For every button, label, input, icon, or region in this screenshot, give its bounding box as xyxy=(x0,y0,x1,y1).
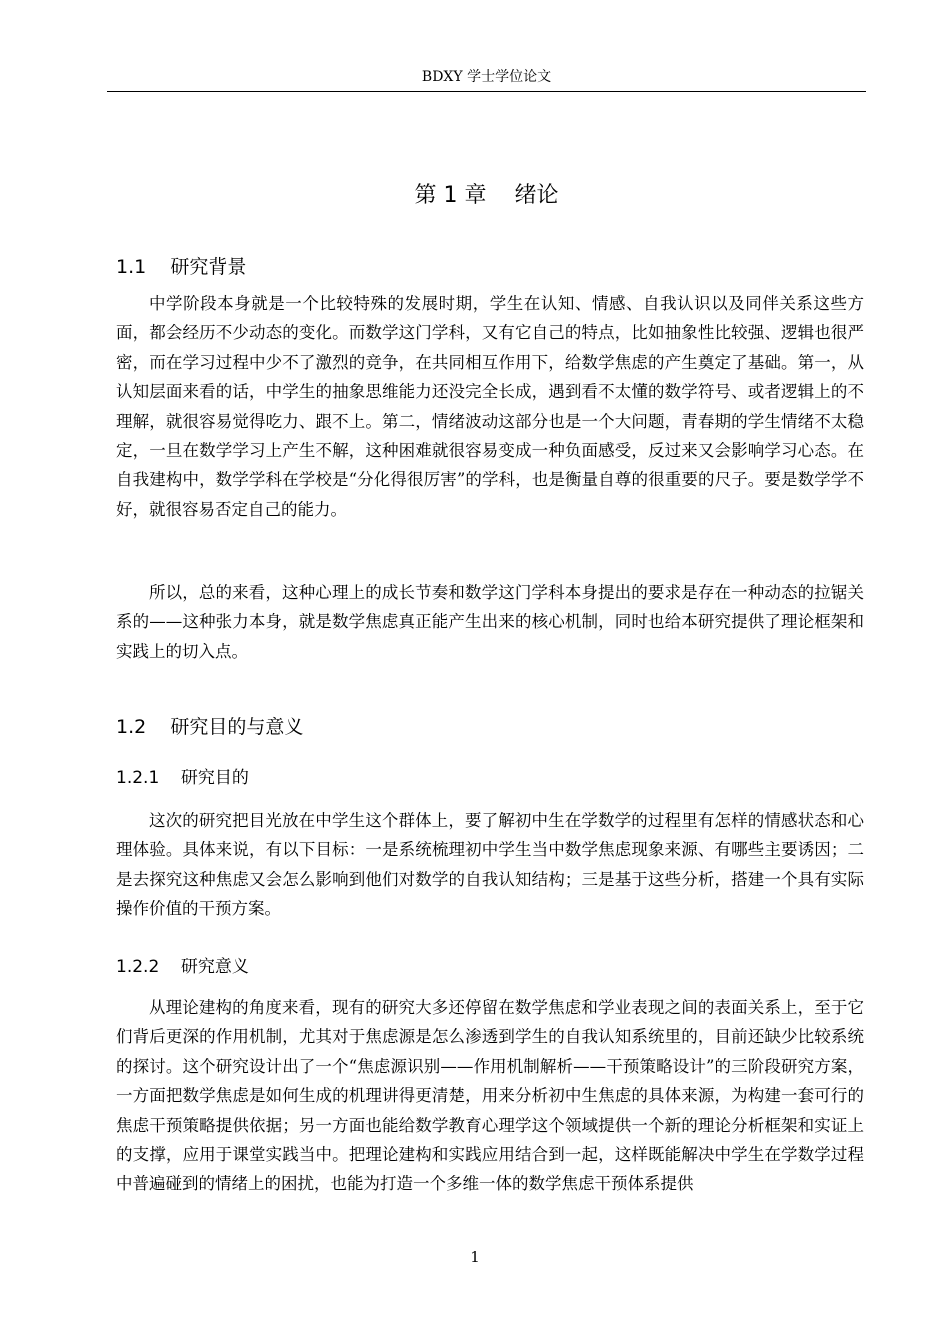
paragraph-purpose: 这次的研究把目光放在中学生这个群体上，要了解初中生在学数学的过程里有怎样的情感状态和心理体验。具体来说，有以下目标：一是系统梳理初中学生当中数学焦虑现象来源、有哪些主要诱因；二是去探究这种焦虑又会怎么影响到他们对数学的自我认知结构；三是基于这些分析，搭建一个具有实际操作价值的干预方案。 xyxy=(116,811,864,919)
running-header: BDXY 学士学位论文 xyxy=(421,69,552,85)
page-number: 1 xyxy=(470,1248,480,1266)
paragraph-background-1: 中学阶段本身就是一个比较特殊的发展时期，学生在认知、情感、自我认识以及同伴关系这些方面，都会经历不少动态的变化。而数学这门学科，又有它自己的特点，比如抽象性比较强、逻辑也很严密，而在学习过程中少不了激烈的竞争，在共同相互作用下，给数学焦虑的产生奠定了基础。第一，从认知层面来看的话，中学生的抽象思维能力还没完全长成，遇到看不太懂的数学符号、或者逻辑上的不理解，就很容易觉得吃力、跟不上。第二，情绪波动这部分也是一个大问题，青春期的学生情绪不太稳定，一旦在数学学习上产生不解，这种困难就很容易变成一种负面感受，反过来又会影响学习心态。在自我建构中，数学学科在学校是“分化得很厉害”的学科，也是衡量自尊的很重要的尺子。要是数学学不好，就很容易否定自己的能力。 xyxy=(116,294,864,519)
subsection-heading-1-2-2: 1.2.2 研究意义 xyxy=(116,957,249,977)
paragraph-significance: 从理论建构的角度来看，现有的研究大多还停留在数学焦虑和学业表现之间的表面关系上，至于它们背后更深的作用机制，尤其对于焦虑源是怎么渗透到学生的自我认知系统里的，目前还缺少比较系统的探讨。这个研究设计出了一个“焦虑源识别——作用机制解析——干预策略设计”的三阶段研究方案，一方面把数学焦虑是如何生成的机理讲得更清楚，用来分析初中生焦虑的具体来源，为构建一套可行的焦虑干预策略提供依据；另一方面也能给数学教育心理学这个领域提供一个新的理论分析框架和实证上的支撑，应用于课堂实践当中。把理论建构和实践应用结合到一起，这样既能解决中学生在学数学过程中普遍碰到的情绪上的困扰，也能为打造一个多维一体的数学焦虑干预体系提供 xyxy=(116,998,864,1194)
section-heading-1-1: 1.1 研究背景 xyxy=(116,256,247,278)
paragraph-background-2: 所以，总的来看，这种心理上的成长节奏和数学这门学科本身提出的要求是存在一种动态的拉锯关系的——这种张力本身，就是数学焦虑真正能产生出来的核心机制，同时也给本研究提供了理论框架和实践上的切入点。 xyxy=(116,583,864,661)
header-rule xyxy=(107,91,866,92)
section-heading-1-2: 1.2 研究目的与意义 xyxy=(116,716,304,738)
chapter-title: 第 1 章 绪论 xyxy=(414,183,559,208)
subsection-heading-1-2-1: 1.2.1 研究目的 xyxy=(116,768,249,788)
